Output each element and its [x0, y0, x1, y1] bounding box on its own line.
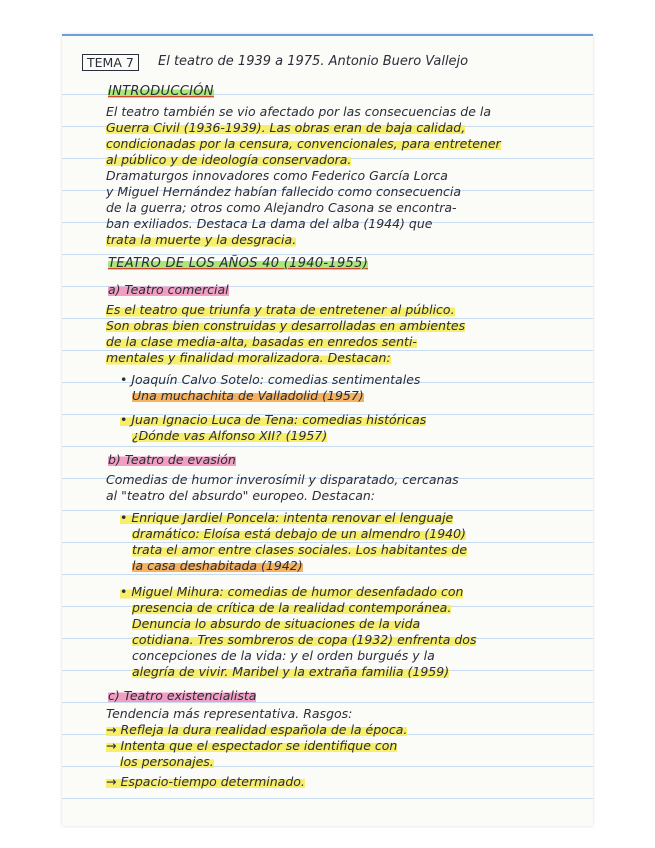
- c-line: → Espacio-tiempo determinado.: [106, 774, 305, 789]
- intro-line: y Miguel Hernández habían fallecido como consecuencia: [106, 184, 462, 199]
- subsection-b-label: b) Teatro de evasión: [108, 452, 236, 467]
- section-40-heading: TEATRO DE LOS AÑOS 40 (1940-1955): [108, 256, 369, 271]
- a-line: Son obras bien construidas y desarrolladas en ambientes: [106, 318, 466, 333]
- jardiel-line: trata el amor entre clases sociales. Los habitantes de: [132, 542, 468, 557]
- jardiel-line: dramático: Eloísa está debajo de un almendro (1940): [132, 526, 466, 541]
- tema-label: TEMA 7: [82, 54, 139, 71]
- subsection-a-label: a) Teatro comercial: [108, 282, 229, 297]
- a-bullet-work: ¿Dónde vas Alfonso XII? (1957): [132, 428, 328, 443]
- intro-line: ban exiliados. Destaca La dama del alba (1944) que: [106, 216, 433, 231]
- c-line: Tendencia más representativa. Rasgos:: [106, 706, 353, 721]
- intro-line: trata la muerte y la desgracia.: [106, 232, 297, 247]
- a-bullet: • Joaquín Calvo Sotelo: comedias sentimentales: [120, 372, 421, 387]
- intro-heading: INTRODUCCIÓN: [108, 84, 214, 99]
- ruled-line: [62, 574, 593, 575]
- a-line: Es el teatro que triunfa y trata de entretener al público.: [106, 302, 455, 317]
- b-line: al "teatro del absurdo" europeo. Destacan:: [106, 488, 375, 503]
- subsection-c-label: c) Teatro existencialista: [108, 688, 257, 703]
- ruled-line: [62, 254, 593, 255]
- b-line: Comedias de humor inverosímil y disparatado, cercanas: [106, 472, 459, 487]
- jardiel-line: la casa deshabitada (1942): [132, 558, 303, 573]
- mihura-line: presencia de crítica de la realidad contemporánea.: [132, 600, 452, 615]
- mihura-line: • Miguel Mihura: comedias de humor desenfadado con: [120, 584, 464, 599]
- intro-line: Guerra Civil (1936-1939). Las obras eran de baja calidad,: [106, 120, 466, 135]
- a-line: de la clase media-alta, basadas en enredos senti-: [106, 334, 417, 349]
- mihura-line: concepciones de la vida: y el orden burgués y la: [132, 648, 435, 663]
- page-title: El teatro de 1939 a 1975. Antonio Buero Vallejo: [158, 54, 469, 69]
- intro-line: de la guerra; otros como Alejandro Casona se encontra-: [106, 200, 457, 215]
- a-bullet-work: Una muchachita de Valladolid (1957): [132, 388, 364, 403]
- ruled-line: [62, 798, 593, 799]
- intro-line: El teatro también se vio afectado por las consecuencias de la: [106, 104, 491, 119]
- ruled-line: [62, 446, 593, 447]
- c-line: → Intenta que el espectador se identifique con: [106, 738, 398, 753]
- c-line: los personajes.: [120, 754, 214, 769]
- intro-line: al público y de ideología conservadora.: [106, 152, 352, 167]
- intro-line: condicionadas por la censura, convencionales, para entretener: [106, 136, 501, 151]
- mihura-line: Denuncia lo absurdo de situaciones de la vida: [132, 616, 421, 631]
- mihura-line: alegría de vivir. Maribel y la extraña familia (1959): [132, 664, 450, 679]
- intro-line: Dramaturgos innovadores como Federico García Lorca: [106, 168, 448, 183]
- a-line: mentales y finalidad moralizadora. Destacan:: [106, 350, 391, 365]
- mihura-line: cotidiana. Tres sombreros de copa (1932) enfrenta dos: [132, 632, 477, 647]
- notebook-page: [62, 34, 593, 826]
- jardiel-line: • Enrique Jardiel Poncela: intenta renovar el lenguaje: [120, 510, 454, 525]
- c-line: → Refleja la dura realidad española de la época.: [106, 722, 408, 737]
- a-bullet: • Juan Ignacio Luca de Tena: comedias históricas: [120, 412, 427, 427]
